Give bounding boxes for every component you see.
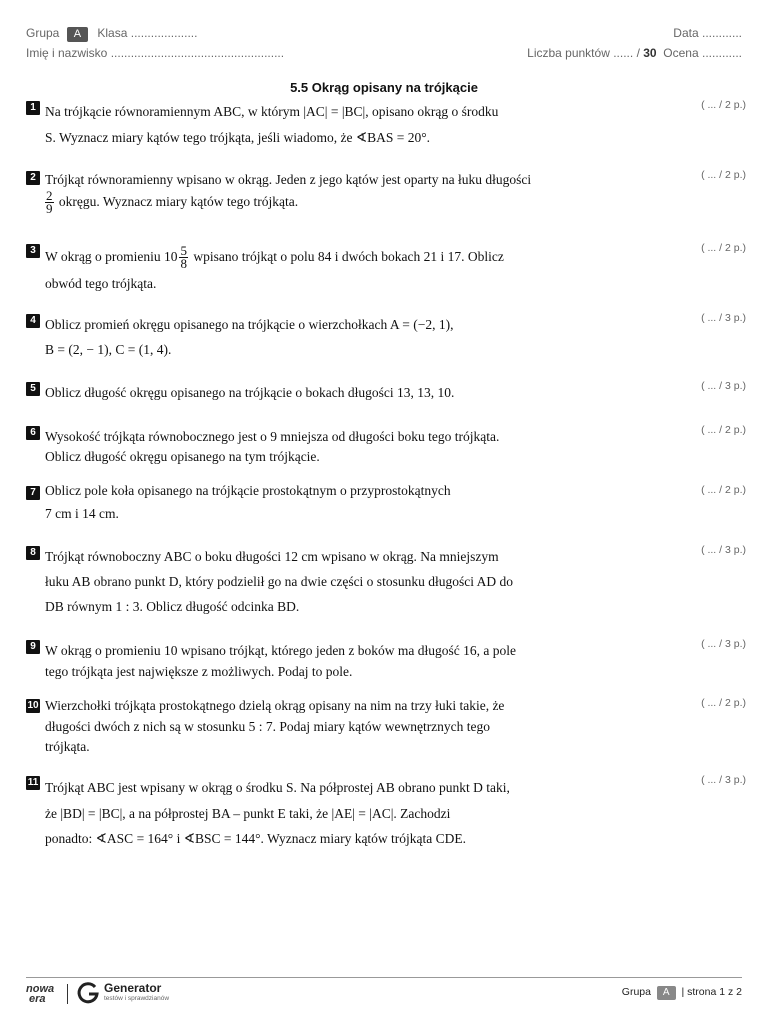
fraction <box>45 190 54 215</box>
task-points: ( ... / 2 p.) <box>701 99 746 111</box>
task-points: ( ... / 2 p.) <box>701 169 746 181</box>
task-line: ponadto: ∢ASC = 164° i ∢BSC = 144°. Wyznacz miary kątów trójkąta CDE. <box>45 831 467 846</box>
punkty-label: Liczba punktów <box>527 46 610 60</box>
footer-grupa-badge: A <box>657 986 676 1000</box>
punkty-ocena-group <box>527 46 742 60</box>
task-points: ( ... / 2 p.) <box>701 424 746 436</box>
page-title: 5.5 Okrąg opisany na trójkącie <box>290 80 478 95</box>
task-points: ( ... / 3 p.) <box>701 544 746 556</box>
task-line: długości dwóch z nich są w stosunku 5 : 7. Podaj miary kątów wewnętrznych tego <box>45 719 491 734</box>
punkty-field[interactable]: ...... <box>613 46 634 60</box>
fraction-denominator: 9 <box>46 201 53 217</box>
task-points: ( ... / 3 p.) <box>701 312 746 324</box>
task-line: Wysokość trójkąta równobocznego jest o 9 mniejsza od długości boku tego trójkąta. <box>45 429 500 444</box>
klasa-label: Klasa <box>97 26 128 40</box>
logo-line-2: era <box>29 993 46 1005</box>
task-points: ( ... / 2 p.) <box>701 484 746 496</box>
grupa-label: Grupa <box>26 26 60 40</box>
grupa-badge: A <box>67 27 88 42</box>
footer-page-info <box>622 986 742 1000</box>
task-line: Trójkąt równoramienny wpisano w okrąg. Jeden z jego kątów jest oparty na łuku długości <box>45 172 532 187</box>
task-number: 1 <box>26 101 40 115</box>
data-label: Data <box>673 26 699 40</box>
task-line: Oblicz długość okręgu opisanego na tym trójkącie. <box>45 449 320 464</box>
task-number: 7 <box>26 486 40 500</box>
task-line: B = (2, − 1), C = (1, 4). <box>45 342 172 357</box>
punkty-max: 30 <box>643 46 657 60</box>
generator-subtitle: testów i sprawdzianów <box>104 995 170 1002</box>
task-line: Oblicz długość okręgu opisanego na trójkącie o bokach długości 13, 13, 10. <box>45 385 455 400</box>
task-points: ( ... / 3 p.) <box>701 380 746 392</box>
data-field-group <box>673 26 742 40</box>
grupa-klasa <box>26 26 197 42</box>
task-line: W okrąg o promieniu 10 wpisano trójkąt, którego jeden z boków ma długość 16, a pole <box>45 643 517 658</box>
task-points: ( ... / 3 p.) <box>701 638 746 650</box>
ocena-label: Ocena <box>663 46 699 60</box>
task-text: W okrąg o promieniu 10 <box>45 249 178 264</box>
task-number: 2 <box>26 171 40 185</box>
fraction <box>179 245 188 270</box>
task-line: DB równym 1 : 3. Oblicz długość odcinka BD. <box>45 599 300 614</box>
task-line-with-fraction <box>45 190 585 215</box>
logo-separator <box>67 984 68 1004</box>
data-field[interactable]: ............ <box>701 26 742 40</box>
task-line: Trójkąt ABC jest wpisany w okrąg o środku S. Na półprostej AB obrano punkt D taki, <box>45 780 510 795</box>
task-line: Wierzchołki trójkąta prostokątnego dzielą okrąg opisany na nim na trzy łuki takie, że <box>45 698 505 713</box>
task-number: 4 <box>26 314 40 328</box>
fraction-numerator: 2 <box>46 188 53 204</box>
task-text: wpisano trójkąt o polu 84 i dwóch bokach 21 i 17. Oblicz <box>193 249 504 264</box>
fraction-denominator: 8 <box>180 256 187 272</box>
task-points: ( ... / 2 p.) <box>701 242 746 254</box>
task-line: Trójkąt równoboczny ABC o boku długości 12 cm wpisano w okrąg. Na mniejszym <box>45 549 499 564</box>
footer-grupa-label: Grupa <box>621 986 651 998</box>
ocena-field[interactable]: ............ <box>701 46 742 60</box>
task-number: 6 <box>26 426 40 440</box>
task-number: 3 <box>26 244 40 258</box>
task-text: okręgu. Wyznacz miary kątów tego trójkąta. <box>58 194 299 209</box>
task-line: S. Wyznacz miary kątów tego trójkąta, jeśli wiadomo, że ∢BAS = 20°. <box>45 130 431 145</box>
header-row-1 <box>26 26 742 42</box>
generator-logo-icon <box>76 981 100 1005</box>
task-number: 10 <box>27 700 39 711</box>
punkty-sep: / <box>636 46 640 60</box>
nowa-era-logo <box>26 984 54 1004</box>
task-points: ( ... / 3 p.) <box>701 774 746 786</box>
task-line-with-fraction <box>45 245 585 270</box>
task-number: 9 <box>26 640 40 654</box>
imie-label: Imię i nazwisko <box>26 46 108 60</box>
footer-divider <box>26 977 742 978</box>
task-line: 7 cm i 14 cm. <box>45 506 119 521</box>
task-line: że |BD| = |BC|, a na półprostej BA – punkt E taki, że |AE| = |AC|. Zachodzi <box>45 806 451 821</box>
klasa-field[interactable]: .................... <box>130 26 198 40</box>
header-row-2 <box>26 46 742 62</box>
task-line: łuku AB obrano punkt D, który podzielił go na dwie części o stosunku długości AD do <box>45 574 513 589</box>
generator-name: Generator <box>104 981 162 995</box>
task-line: Na trójkącie równoramiennym ABC, w którym |AC| = |BC|, opisano okrąg o środku <box>45 104 499 119</box>
footer-page-number: | strona 1 z 2 <box>681 986 742 998</box>
fraction-numerator: 5 <box>180 243 187 259</box>
imie-group <box>26 46 284 60</box>
task-number: 5 <box>26 382 40 396</box>
task-number: 8 <box>26 546 40 560</box>
task-line: obwód tego trójkąta. <box>45 276 157 291</box>
task-points: ( ... / 2 p.) <box>701 697 746 709</box>
imie-field[interactable]: .................................................... <box>110 46 285 60</box>
task-number: 11 <box>27 777 39 788</box>
task-line: Oblicz pole koła opisanego na trójkącie prostokątnym o przyprostokątnych <box>45 483 451 498</box>
task-line: trójkąta. <box>45 739 90 754</box>
task-line: Oblicz promień okręgu opisanego na trójkącie o wierzchołkach A = (−2, 1), <box>45 317 454 332</box>
task-line: tego trójkąta jest największe z możliwych. Podaj to pole. <box>45 664 353 679</box>
logo-line-1: nowa <box>26 983 55 995</box>
